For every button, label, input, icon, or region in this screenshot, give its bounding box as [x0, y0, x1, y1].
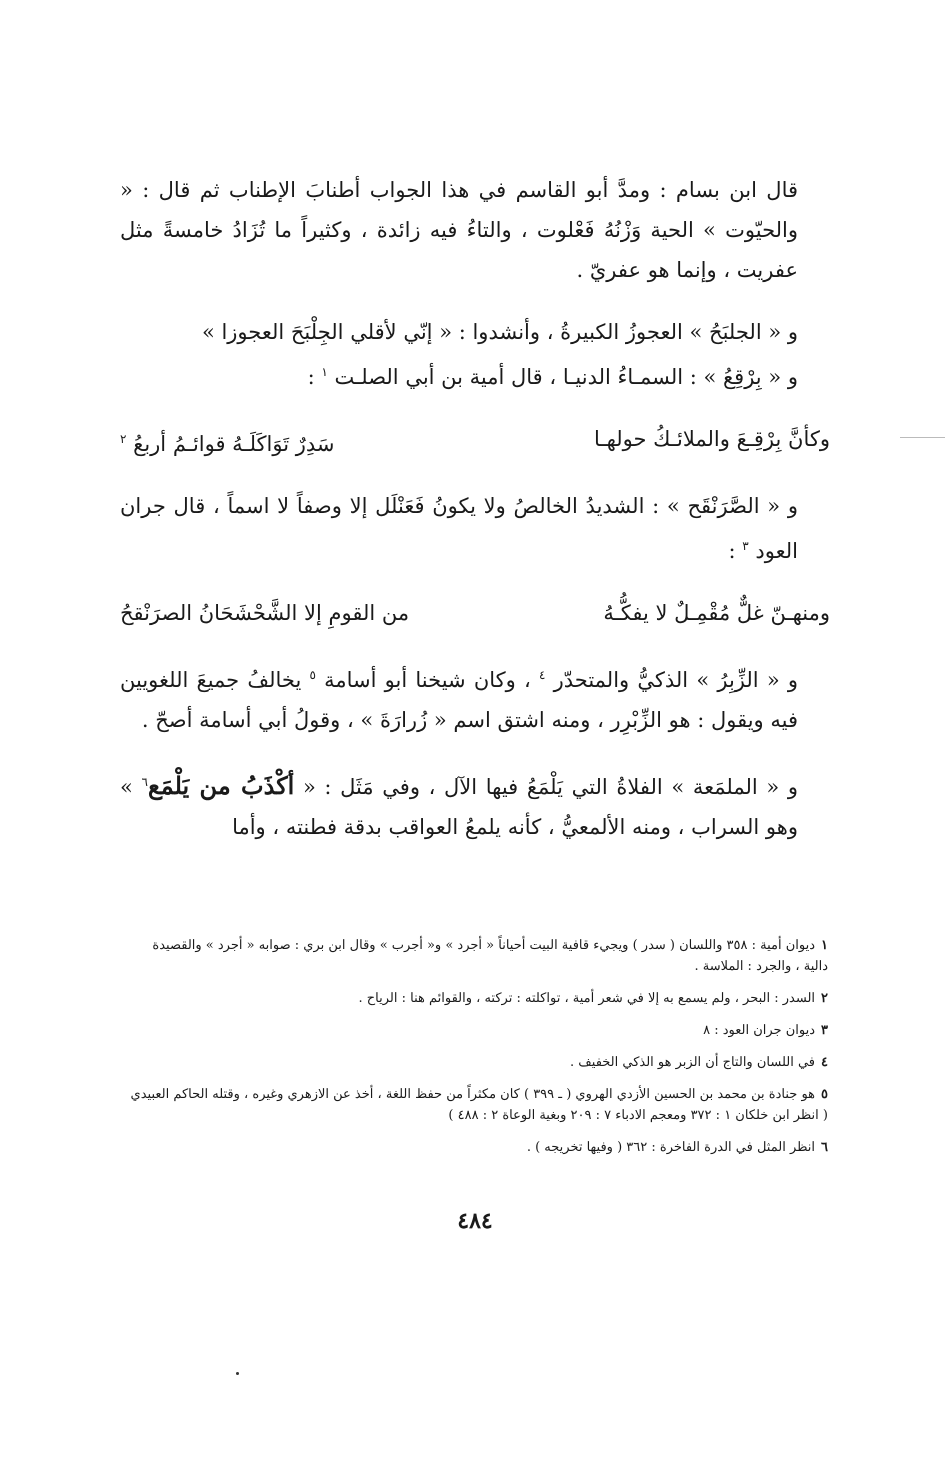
footnote-ref-4[interactable]: ٤: [538, 668, 546, 682]
footnote-3: [128, 1020, 828, 1041]
footnote-5: [128, 1084, 828, 1126]
paragraph-2: [120, 312, 830, 397]
footnote-text: السدر : البحر ، ولم يسمع به إلا في شعر أمية ، تواكلته : تركته ، والقوائم هنا : الرياح .: [358, 991, 816, 1006]
footnote-number: ٥: [821, 1087, 828, 1102]
proverb-bold: أكْذَبُ من يَلْمَع: [147, 771, 295, 800]
footnote-2: [128, 988, 828, 1009]
paragraph-4: [120, 655, 830, 740]
paragraph-3-text: و « الصَّرَنْقَح » : الشديدُ الخالصُ ولا يكونُ فَعَنْلَل إلا وصفاً لا اسماً ، قال جران العود: [120, 494, 798, 563]
footnote-text: انظر المثل في الدرة الفاخرة : ٣٦٢ ( وفيها تخريجه ) .: [526, 1140, 816, 1155]
paragraph-4-text-a: و « الزِّبِرُ » الذكيُّ والمتحدّر: [553, 668, 798, 692]
footnote-6: [128, 1137, 828, 1158]
footnote-number: ١: [821, 938, 828, 953]
footnote-number: ٣: [821, 1023, 828, 1038]
verse-1-second-text: سَدِرٌ تَوَاكَلَـهُ قوائـمُ أربعُ: [133, 432, 335, 456]
verse-2: [120, 593, 830, 633]
footnote-ref-2[interactable]: ٢: [120, 432, 127, 446]
footnote-number: ٤: [821, 1055, 828, 1070]
paragraph-2-line-1: و « الجلبَحُ » العجوزُ الكبيرةُ ، وأنشدوا : « إنّي لأقلي الجِلْبَحَ العجوزا »: [201, 320, 798, 344]
footnote-ref-1[interactable]: ١: [321, 365, 328, 379]
scan-margin-mark: [900, 437, 945, 438]
footnote-1: [128, 935, 828, 977]
footnote-text: هو جنادة بن محمد بن الحسين الأزدي الهروي ( ـ ٣٩٩ ) كان مكثراً من حفظ اللغة ، أخذ عن الازهري وغيره ، وقتله الحاكم العبيدي ( انظر ابن خلكان ١ : ٣٧٢ ومعجم الادباء ٧ : ٢٠٩ وبغية الوعاة ٢ : ٤٨٨ ): [130, 1087, 828, 1123]
footnotes: [128, 935, 828, 1169]
page-number: ٤٨٤: [457, 1208, 493, 1234]
main-text: [120, 170, 830, 869]
footnote-ref-6[interactable]: ٦: [141, 775, 148, 789]
paragraph-4-text-c: يخالفُ جميعَ اللغويين فيه ويقول : هو الزِّبْرِر ، ومنه اشتق اسم « زُرارَةَ » ، وقولُ أبي أسامة أصحّ .: [120, 668, 798, 732]
paragraph-5: [120, 762, 830, 847]
footnote-text: ديوان جران العود : ٨: [703, 1023, 816, 1038]
paragraph-1: قال ابن بسام : ومدَّ أبو القاسم في هذا الجواب أطنابَ الإطناب ثم قال : « والحيّوت » الحية وَزْنُهُ فَعْلوت ، والتاءُ فيه زائدة ، وكثيراً ما تُزَادُ خامسةً مثل عفريت ، وإنما هو عفريّ .: [120, 178, 798, 282]
paragraph-3-end: :: [728, 539, 743, 563]
paragraph-2-end: :: [307, 365, 322, 389]
footnote-4: [128, 1052, 828, 1073]
footnote-number: ٢: [821, 991, 828, 1006]
verse-1-second-hemistich: [120, 419, 335, 464]
verse-1-first-hemistich: وكأنَّ بِرْقِـعَ والملائـكُ حولهـا: [594, 427, 830, 451]
footnote-number: ٦: [821, 1140, 828, 1155]
paragraph-5-text-a: و « الملمَعة » الفلاةُ التي يَلْمَعُ فيها الآل ، وفي مَثَل : «: [294, 775, 798, 799]
verse-1: [120, 419, 830, 464]
verse-2-second-hemistich: من القومِ إلا الشَّحْشَحَانُ الصرَنْقحُ: [120, 601, 410, 625]
footnote-text: في اللسان والتاج أن الزبر هو الذكي الخفيف .: [570, 1055, 816, 1070]
paragraph-2-line-2: [120, 352, 830, 397]
paragraph-3: [120, 486, 830, 571]
paragraph-2-text: و « بِرْقِعُ » : السمـاءُ الدنيـا ، قال أمية بن أبي الصلـت: [334, 365, 798, 389]
footnote-ref-5[interactable]: ٥: [309, 668, 316, 682]
footnote-ref-3[interactable]: ٣: [742, 539, 749, 553]
paragraph-4-text-b: ، وكان شيخنا أبو أسامة: [324, 668, 539, 692]
scan-speck: [236, 1372, 239, 1375]
paragraph-5-text-c: » وهو السراب ، ومنه الألمعيُّ ، كأنه يلمعُ العواقب بدقة فطنته ، وأما: [120, 775, 798, 839]
verse-2-first-hemistich: ومنهـنّ غلٌّ مُقْمِـلٌ لا يفكُّـهُ: [603, 601, 830, 625]
footnote-text: ديوان أمية : ٣٥٨ واللسان ( سدر ) ويجيء قافية البيت أحياناً « أجرد » و« أجرب » وقال ابن بري : صوابه « أجرد » والقصيدة دالية ، والجرد : الملاسة .: [152, 938, 828, 974]
